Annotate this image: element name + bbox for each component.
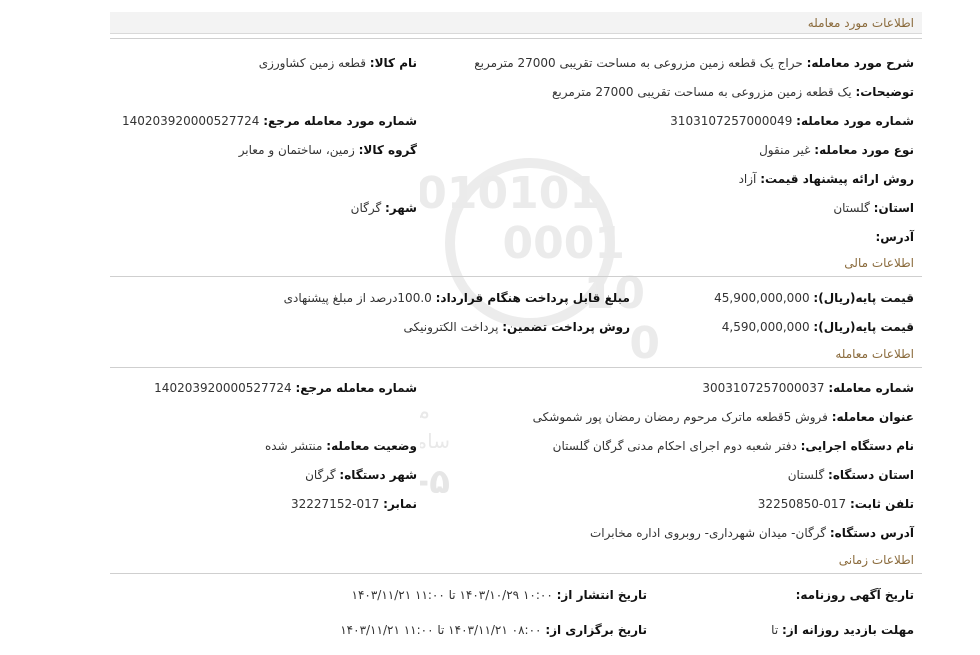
svg-text:10: 10 (583, 268, 645, 319)
price-offer-method: روش ارائه پیشنهاد قیمت: آزاد (738, 172, 914, 186)
guarantee-payment-method: روش پرداخت تضمین: پرداخت الکترونیکی (403, 320, 630, 334)
svg-text:۰۲۱-۸۸۳۴۹۶۷۰-۵: ۵ (429, 462, 450, 502)
divider (110, 276, 922, 277)
newspaper-date: تاریخ آگهی روزنامه: (795, 588, 914, 602)
agency-fax: نمابر: 017-32227152 (291, 497, 417, 511)
hold-date: تاریخ برگزاری از: ۰۸:۰۰ ۱۴۰۳/۱۱/۲۱ تا ۱۱:۰۰ ۱۴۰۳/۱۱/۲۱ (340, 623, 647, 637)
deal-city: شهر: گرگان (350, 201, 417, 215)
base-price: قیمت پایه(ریال): 45,900,000,000 (714, 291, 914, 305)
executing-agency: نام دستگاه اجرایی: دفتر شعبه دوم اجرای احکام مدنی گرگان گلستان (552, 439, 914, 453)
deal-province: استان: گلستان (833, 201, 914, 215)
agency-province: استان دستگاه: گلستان (787, 468, 914, 482)
deal-notes: توضیحات: یک قطعه زمین مزروعی به مساحت تقریبی 27000 مترمربع (552, 85, 914, 99)
daily-visit-deadline: مهلت بازدید روزانه از: تا (771, 623, 914, 637)
svg-text:0: 0 (629, 318, 660, 369)
section-financial-title: اطلاعات مالی (844, 256, 914, 270)
divider (110, 38, 922, 39)
svg-text:سامانه اطلاع رسانی مناقصه و مز: سام (420, 429, 450, 453)
agency-phone: تلفن ثابت: 017-32250850 (757, 497, 914, 511)
guarantee-base-price: قیمت پایه(ریال): 4,590,000,000 (721, 320, 914, 334)
publish-date: تاریخ انتشار از: ۱۰:۰۰ ۱۴۰۳/۱۰/۲۹ تا ۱۱:۰۰ ۱۴۰۳/۱۱/۲۱ (351, 588, 647, 602)
payable-amount: مبلغ قابل پرداخت هنگام قرارداد: 100.0درصد از مبلغ پیشنهادی (283, 291, 630, 305)
deal-description: شرح مورد معامله: حراج یک قطعه زمین مزروعی به مساحت تقریبی 27000 مترمربع (474, 56, 914, 70)
section-deal-info-title: اطلاعات مورد معامله (110, 12, 922, 34)
parsnamad-watermark-logo (420, 148, 800, 528)
deal-number: شماره مورد معامله: 3103107257000049 (670, 114, 914, 128)
section-transaction-title: اطلاعات معامله (835, 347, 914, 361)
deal-reference-number: شماره مورد معامله مرجع: 140203920000527724 (121, 114, 417, 128)
divider (110, 573, 922, 574)
transaction-number: شماره معامله: 3003107257000037 (702, 381, 914, 395)
agency-city: شهر دستگاه: گرگان (305, 468, 417, 482)
svg-text:010101: 010101 (420, 168, 600, 219)
svg-text:0001: 0001 (502, 218, 625, 269)
transaction-title: عنوان معامله: فروش 5قطعه ماترک مرحوم رمضان رمضان پور شموشکی (532, 410, 914, 424)
svg-text:مرکز فرآوری اطلاعات پارس نماد: م (420, 399, 430, 424)
item-group: گروه کالا: زمین، ساختمان و معابر (238, 143, 417, 157)
section-timing-title: اطلاعات زمانی (838, 553, 914, 567)
watermark-emblem-icon (420, 148, 800, 528)
deal-type: نوع مورد معامله: غیر منقول (759, 143, 914, 157)
item-name: نام کالا: قطعه زمین کشاورزی (258, 56, 417, 70)
transaction-status: وضعیت معامله: منتشر شده (264, 439, 417, 453)
tender-detail-panel (110, 8, 922, 648)
divider (110, 367, 922, 368)
transaction-reference-number: شماره معامله مرجع: 140203920000527724 (154, 381, 417, 395)
agency-address: آدرس دستگاه: گرگان- میدان شهرداری- روبروی اداره مخابرات (589, 526, 914, 540)
deal-address: آدرس: (875, 230, 914, 244)
